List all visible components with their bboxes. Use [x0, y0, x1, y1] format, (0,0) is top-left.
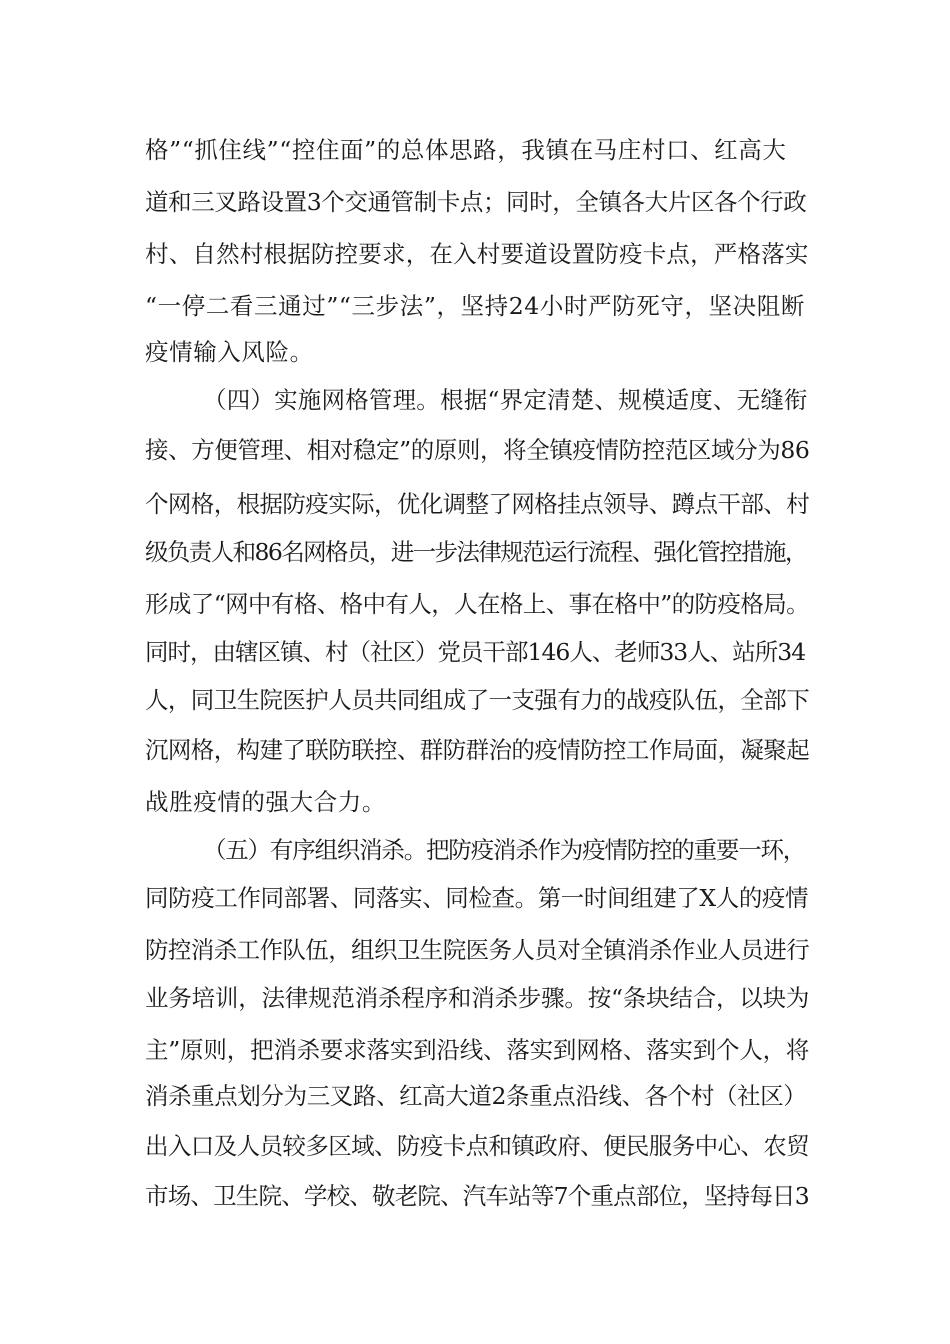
paragraph-line: 级负责人和86名网格员，进一步法律规范运行流程、强化管控措施，: [145, 538, 807, 566]
paragraph-line: 村、自然村根据防控要求，在入村要道设置防疫卡点，严格落实: [145, 240, 809, 268]
paragraph-line: 战胜疫情的强大合力。: [145, 788, 386, 816]
paragraph-line: 消杀重点划分为三叉路、红高大道2条重点沿线、各个村（社区）: [145, 1082, 807, 1110]
paragraph-line: 业务培训，法律规范消杀程序和消杀步骤。按“条块结合，以块为: [145, 984, 810, 1012]
paragraph-line: 形成了“网中有格、格中有人，人在格上、事在格中”的防疫格局。: [145, 590, 810, 618]
paragraph-line: 道和三叉路设置3个交通管制卡点；同时，全镇各大片区各个行政: [145, 188, 807, 216]
paragraph-line: “一停二看三通过”“三步法”，坚持24小时严防死守，坚决阻断: [145, 292, 805, 320]
paragraph-line: 同时，由辖区镇、村（社区）党员干部146人、老师33人、站所34: [145, 638, 806, 666]
paragraph-line: 市场、卫生院、学校、敬老院、汽车站等7个重点部位，坚持每日3: [145, 1182, 809, 1210]
paragraph-line: 格”“抓住线”“控住面”的总体思路，我镇在马庄村口、红高大: [145, 136, 787, 164]
paragraph-heading-line: （五）有序组织消杀。把防疫消杀作为疫情防控的重要一环，: [203, 836, 806, 864]
paragraph-line: 个网格，根据防疫实际，优化调整了网格挂点领导、蹲点干部、村: [145, 490, 810, 518]
paragraph-line: 沉网格，构建了联防联控、群防群治的疫情防控工作局面，凝聚起: [145, 736, 810, 764]
paragraph-line: 疫情输入风险。: [145, 338, 314, 366]
paragraph-line: 主”原则，把消杀要求落实到沿线、落实到网格、落实到个人，将: [145, 1036, 810, 1064]
paragraph-line: 防控消杀工作队伍，组织卫生院医务人员对全镇消杀作业人员进行: [145, 936, 810, 964]
paragraph-line: 人，同卫生院医护人员共同组成了一支强有力的战疫队伍，全部下: [145, 686, 810, 714]
paragraph-line: 接、方便管理、相对稳定”的原则，将全镇疫情防控范区域分为86: [145, 436, 810, 464]
paragraph-line: 出入口及人员较多区域、防疫卡点和镇政府、便民服务中心、农贸: [145, 1132, 810, 1160]
paragraph-heading-line: （四）实施网格管理。根据“界定清楚、规模适度、无缝衔: [203, 386, 808, 414]
paragraph-line: 同防疫工作同部署、同落实、同检查。第一时间组建了X人的疫情: [145, 884, 809, 912]
